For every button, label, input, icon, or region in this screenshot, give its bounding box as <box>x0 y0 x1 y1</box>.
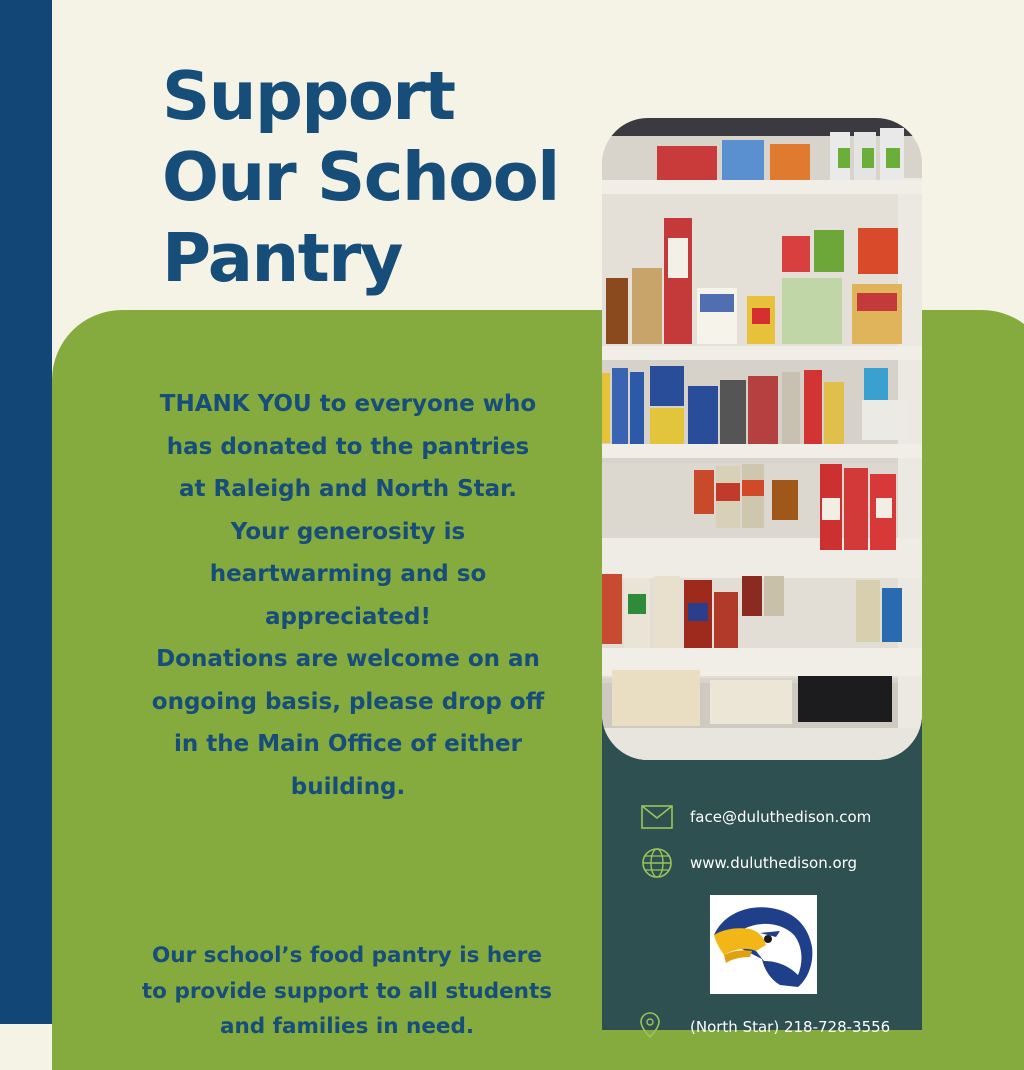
envelope-icon <box>640 800 674 834</box>
globe-icon <box>640 846 674 880</box>
email-address[interactable]: face@duluthedison.com <box>690 808 872 826</box>
pantry-shelves-photo <box>602 118 922 760</box>
page-title <box>162 56 559 299</box>
website-url[interactable]: www.duluthedison.org <box>690 854 858 872</box>
phone-number[interactable]: (North Star) 218-728-3556 <box>690 1018 891 1036</box>
donations-paragraph: Donations are welcome on an ongoing basis, please drop off in the Main Office of either building. <box>151 646 545 800</box>
pantry-support-paragraph: Our school’s food pantry is here to provide support to all students and families in need. <box>141 943 553 1039</box>
thank-you-message <box>150 383 546 808</box>
website-contact[interactable] <box>640 846 857 880</box>
title-line-1: Support <box>162 57 455 135</box>
email-contact[interactable] <box>640 800 871 834</box>
left-accent-bar <box>0 0 52 1024</box>
location-pin-icon <box>640 1012 674 1042</box>
title-line-2: Our School <box>162 138 559 216</box>
pantry-support-message <box>140 938 554 1045</box>
thank-you-paragraph: THANK YOU to everyone who has donated to the pantries at Raleigh and North Star. Your generosity is heartwarming and so appreciated! <box>159 391 537 630</box>
title-line-3: Pantry <box>162 219 402 297</box>
eagle-logo <box>710 895 817 994</box>
phone-contact[interactable] <box>640 1012 890 1042</box>
